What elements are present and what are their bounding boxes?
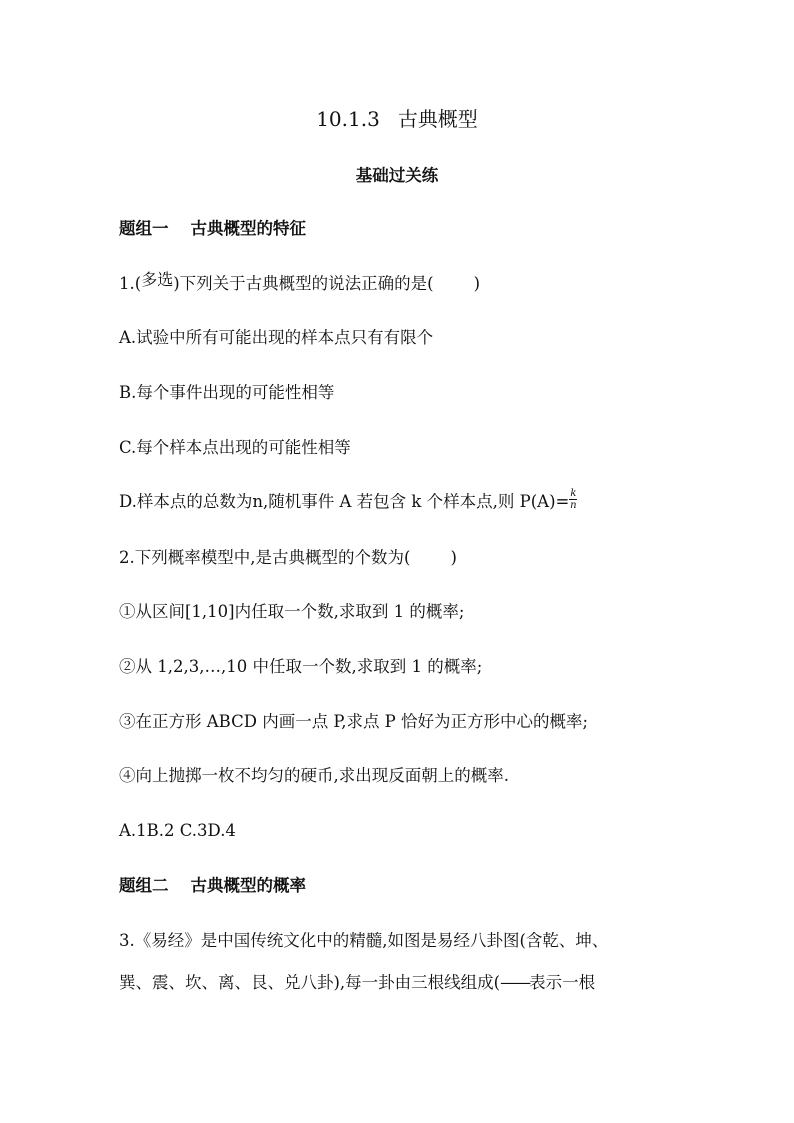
- group2-heading: [119, 874, 306, 898]
- q1-close: ): [473, 274, 481, 293]
- page-title: [0, 106, 794, 132]
- q1-option-c: C.每个样本点出现的可能性相等: [119, 438, 351, 457]
- q2-item-2: ②从 1,2,3,…,10 中任取一个数,求取到 1 的概率;: [119, 657, 483, 676]
- group1-label: 题组一: [119, 219, 169, 238]
- fraction-k-over-n: [569, 488, 577, 511]
- q2-close: ): [450, 548, 457, 567]
- q2-stem: 2.下列概率模型中,是古典概型的个数为(: [119, 548, 411, 567]
- q2-item-4: ④向上抛掷一枚不均匀的硬币,求出现反面朝上的概率.: [119, 766, 509, 785]
- q1-option-d: [119, 490, 577, 514]
- question-1: [119, 272, 480, 296]
- q1-option-a: A.试验中所有可能出现的样本点只有有限个: [119, 328, 434, 347]
- group2-label: 题组二: [119, 876, 169, 895]
- title-number: 10.1.3: [316, 107, 380, 131]
- q3-line-2: [119, 971, 595, 995]
- q1-option-b: B.每个事件出现的可能性相等: [119, 383, 335, 402]
- q2-options: A.1B.2 C.3D.4: [119, 821, 236, 840]
- title-text: 古典概型: [397, 107, 478, 131]
- q3-line-1: 3.《易经》是中国传统文化中的精髓,如图是易经八卦图(含乾、坤、: [119, 931, 609, 950]
- group1-name: 古典概型的特征: [190, 219, 306, 238]
- q3-solid-line-symbol: ——: [500, 973, 530, 992]
- question-2: [119, 546, 457, 570]
- group1-heading: [119, 217, 306, 241]
- q1-multi-select-tag: 多选: [141, 270, 174, 289]
- section-subtitle: 基础过关练: [355, 166, 439, 185]
- q2-item-1: ①从区间[1,10]内任取一个数,求取到 1 的概率;: [119, 602, 465, 621]
- group2-name: 古典概型的概率: [190, 876, 306, 895]
- q1-option-d-text: D.样本点的总数为n,随机事件 A 若包含 k 个样本点,则 P(A)=: [119, 492, 570, 511]
- q2-item-3: ③在正方形 ABCD 内画一点 P,求点 P 恰好为正方形中心的概率;: [119, 712, 589, 731]
- fraction-denominator: n: [570, 500, 577, 511]
- q3-line-2-text: 巽、震、坎、离、艮、兑八卦),每一卦由三根线组成(: [119, 973, 501, 992]
- fraction-numerator: k: [570, 488, 577, 499]
- q1-number: 1.(: [119, 274, 142, 293]
- q3-line-2-tail: 表示一根: [529, 973, 596, 992]
- q1-stem: )下列关于古典概型的说法正确的是(: [173, 274, 434, 293]
